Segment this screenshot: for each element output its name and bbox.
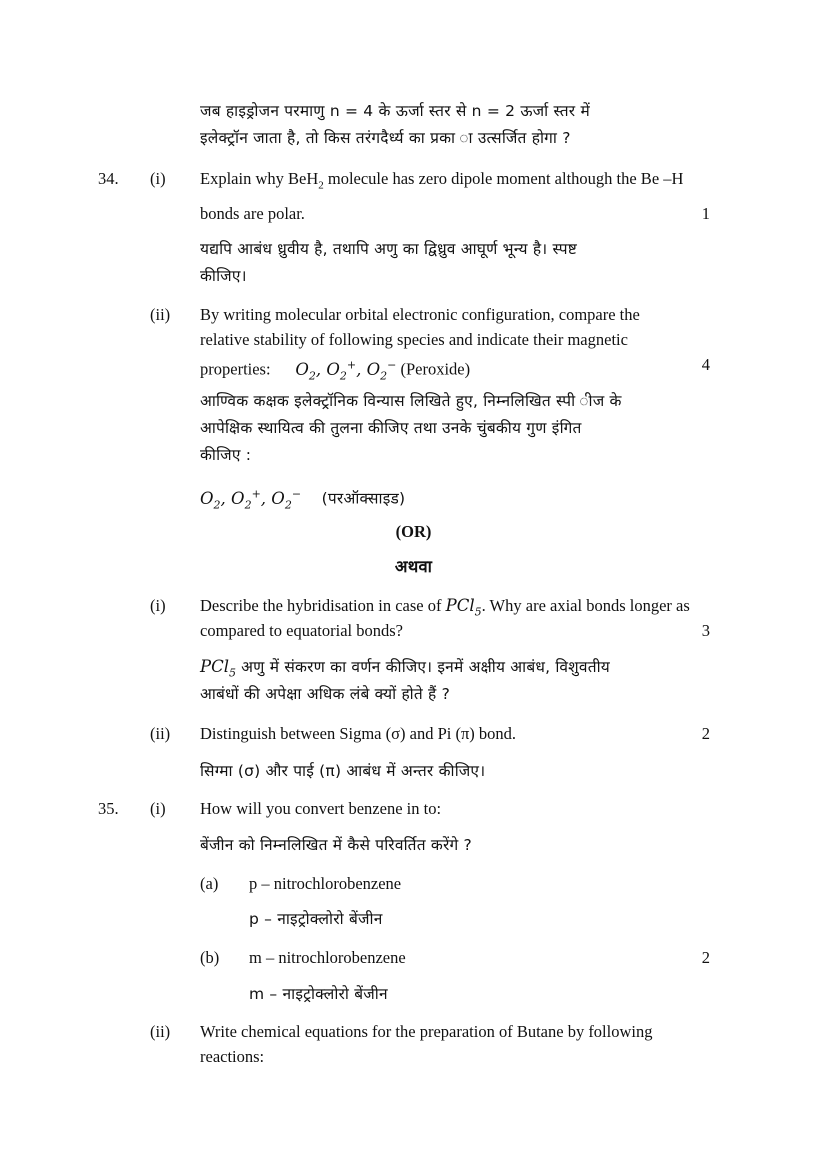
properties-label: properties:	[200, 359, 271, 379]
q34-alt-ii-hindi: सिग्मा (σ) और पाई (π) आबंध में अन्तर कीजिए।	[200, 762, 486, 780]
q34-ii-hindi-line-2: आपेक्षिक स्थायित्व की तुलना कीजिए तथा उनके चुंबकीय गुण इंगित	[200, 419, 582, 437]
q34-alt-part-ii-label: (ii)	[150, 724, 171, 743]
q34-i-hindi-line-2: कीजिए।	[200, 267, 247, 285]
q34-alt-part-i-label: (i)	[150, 596, 166, 615]
q34-alt-i-english-line-1	[200, 596, 690, 622]
question-number-35: 35.	[98, 799, 119, 818]
alt-i-suffix: . Why are axial bonds longer as	[481, 596, 690, 615]
q34-alt-i-marks: 3	[701, 621, 710, 640]
q34-i-english-line-2: bonds are polar.	[200, 204, 305, 223]
question-number-34: 34.	[98, 169, 119, 188]
q34-i-marks: 1	[701, 204, 710, 223]
q34-i-hindi-line-1: यद्यपि आबंध ध्रुवीय है, तथापि अणु का द्विध्रुव आघूर्ण भून्य है। स्पष्ट	[200, 240, 577, 258]
q34-ii-marks: 4	[701, 355, 710, 374]
q34-alt-i-english-line-2: compared to equatorial bonds?	[200, 621, 403, 640]
q35-i-b-hindi: m – नाइट्रोक्लोरो बेंजीन	[249, 985, 388, 1003]
q34-alt-i-hindi-line-2: आबंधों की अपेक्षा अधिक लंबे क्यों होते हैं ?	[200, 685, 451, 703]
intro-hindi-line-2: इलेक्ट्रॉन जाता है, तो किस तरंगदैर्ध्य का प्रका ा उत्सर्जित होगा ?	[200, 129, 571, 147]
q34-ii-hindi-line-4	[200, 484, 405, 515]
q35-i-a-english: p – nitrochlorobenzene	[249, 874, 402, 893]
q35-ii-english-line-2: reactions:	[200, 1047, 265, 1066]
or-separator: (OR)	[395, 522, 432, 541]
q34-ii-english-line-2: relative stability of following species and indicate their magnetic	[200, 330, 628, 349]
species-formula: $O_2$, $O_2^+$, $O_2^-$	[295, 358, 397, 382]
pcl5-formula: PCl$_5$	[445, 596, 482, 619]
pcl5-formula-hindi: PCl$_5$	[200, 657, 237, 680]
species-formula-hindi: $O_2$, $O_2^+$, $O_2^-$	[200, 487, 302, 511]
q35-i-a-hindi: p – नाइट्रोक्लोरो बेंजीन	[249, 910, 383, 928]
q34-ii-hindi-line-1: आण्विक कक्षक इलेक्ट्रॉनिक विन्यास लिखिते हुए, निम्नलिखित स्पी ीज के	[200, 392, 622, 410]
q34-part-i-label: (i)	[150, 169, 166, 188]
alt-i-prefix: Describe the hybridisation in case of	[200, 596, 442, 615]
q35-i-english: How will you convert benzene in to:	[200, 799, 442, 818]
q35-ii-english-line-1: Write chemical equations for the preparation of Butane by following	[200, 1022, 653, 1041]
peroxide-hindi-label: (परऑक्साइड)	[321, 489, 406, 508]
q34-part-ii-label: (ii)	[150, 305, 171, 324]
q34-ii-english-line-1: By writing molecular orbital electronic configuration, compare the	[200, 305, 640, 324]
alt-i-hindi-suffix: अणु में संकरण का वर्णन कीजिए। इनमें अक्षीय आबंध, विशुवतीय	[236, 658, 610, 676]
q35-i-marks: 2	[701, 948, 710, 967]
q35-i-a-label: (a)	[200, 874, 219, 893]
q34-alt-i-hindi-line-1	[200, 657, 610, 683]
or-separator-hindi: अथवा	[394, 557, 433, 576]
peroxide-label: (Peroxide)	[400, 359, 471, 379]
q35-part-i-label: (i)	[150, 799, 166, 818]
q35-i-b-label: (b)	[200, 948, 220, 967]
q35-part-ii-label: (ii)	[150, 1022, 171, 1041]
q34-ii-hindi-line-3: कीजिए :	[200, 446, 252, 464]
q34-alt-ii-marks: 2	[701, 724, 710, 743]
q35-i-b-english: m – nitrochlorobenzene	[249, 948, 406, 967]
q34-i-english-line-1: Explain why BeH$_2$ molecule has zero dipole moment although the Be –H	[200, 169, 684, 192]
q35-i-hindi: बेंजीन को निम्नलिखित में कैसे परिवर्तित करेंगे ?	[200, 836, 472, 854]
intro-hindi-line-1: जब हाइड्रोजन परमाणु n = 4 के ऊर्जा स्तर से n = 2 ऊर्जा स्तर में	[200, 102, 590, 120]
q34-alt-ii-english: Distinguish between Sigma (σ) and Pi (π) bond.	[200, 724, 517, 743]
q34-ii-english-line-3	[200, 355, 470, 386]
